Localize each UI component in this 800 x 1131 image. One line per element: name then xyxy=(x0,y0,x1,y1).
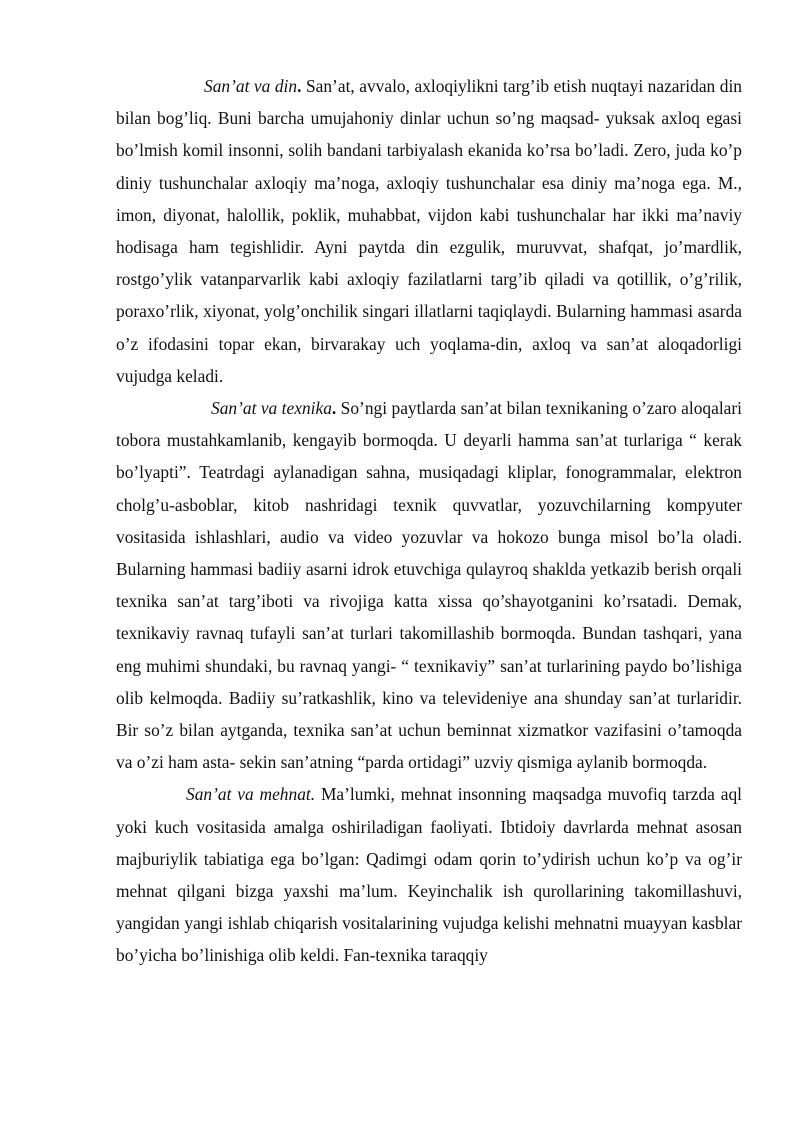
document-page xyxy=(116,70,742,972)
paragraph-sanat-va-mehnat xyxy=(116,778,742,971)
paragraph-text: Ma’lumki, mehnat insonning maqsadga muvofiq tarzda aql yoki kuch vositasida amalga oshiriladigan faoliyati. Ibtidoiy davrlarda mehnat asosan majburiylik tabiatiga ega bo’lgan: Qadimgi odam qorin to’ydirish uchun ko’p va og’ir mehnat qilgani bizga yaxshi ma’lum. Keyinchalik ish qurollarining takomillashuvi, yangidan yangi ishlab chiqarish vositalarining vujudga kelishi mehnatni muayyan kasblar bo’yicha bo’linishiga olib keldi. Fan-texnika taraqqiy xyxy=(116,784,742,966)
heading-period: . xyxy=(331,398,337,419)
paragraph-sanat-va-texnika xyxy=(116,392,742,778)
section-heading: San’at va mehnat xyxy=(186,784,311,805)
heading-period: . xyxy=(310,784,316,805)
heading-period: . xyxy=(297,76,302,96)
paragraph-sanat-va-din xyxy=(116,70,742,392)
section-heading: San’at va texnika xyxy=(211,398,332,419)
section-heading: San’at va din xyxy=(204,76,298,96)
paragraph-text: San’at, avvalo, axloqiylikni targ’ib etish nuqtayi nazaridan din bilan bog’liq. Buni barcha umujahoniy dinlar uchun so’ng maqsad- yuksak axloq egasi bo’lmish komil insonni, solih bandani tarbiyalash ekanida ko’rsa bo’ladi. Zero, juda ko’p diniy tushunchalar axloqiy ma’noga, axloqiy tushunchalar esa diniy ma’noga ega. M., imon, diyonat, halollik, poklik, muhabbat, vijdon kabi tushunchalar har ikki ma’naviy hodisaga ham tegishlidir. Ayni paytda din ezgulik, muruvvat, shafqat, jo’mardlik, rostgo’ylik vatanparvarlik kabi axloqiy fazilatlarni targ’ib qiladi va qotillik, o’g’rilik, poraxo’rlik, xiyonat, yolg’onchilik singari illatlarni taqiqlaydi. Bularning hammasi asarda o’z ifodasini topar ekan, birvarakay uch yoqlama-din, axloq va san’at aloqadorligi vujudga keladi. xyxy=(116,76,742,386)
paragraph-text: So’ngi paytlarda san’at bilan texnikaning o’zaro aloqalari tobora mustahkamlanib, kengayib bormoqda. U deyarli hamma san’at turlariga “ kerak bo’lyapti”. Teatrdagi aylanadigan sahna, musiqadagi kliplar, fonogrammalar, elektron cholg’u-asboblar, kitob nashridagi texnik quvvatlar, yozuvchilarning kompyuter vositasida ishlashlari, audio va video yozuvlar va hokozo bunga misol bo’la oladi. Bularning hammasi badiiy asarni idrok etuvchiga qulayroq shaklda yetkazib berish orqali texnika san’at targ’iboti va rivojiga katta xissa qo’shayotganini ko’rsatadi. Demak, texnikaviy ravnaq tufayli san’at turlari takomillashib bormoqda. Bundan tashqari, yana eng muhimi shundaki, bu ravnaq yangi- “ texnikaviy” san’at turlarining paydo bo’lishiga olib kelmoqda. Badiiy su’ratkashlik, kino va televideniye ana shunday san’at turlaridir. Bir so’z bilan aytganda, texnika san’at uchun beminnat xizmatkor vazifasini o’tamoqda va o’zi ham asta- sekin san’atning “parda ortidagi” uzviy qismiga aylanib bormoqda. xyxy=(116,398,742,773)
